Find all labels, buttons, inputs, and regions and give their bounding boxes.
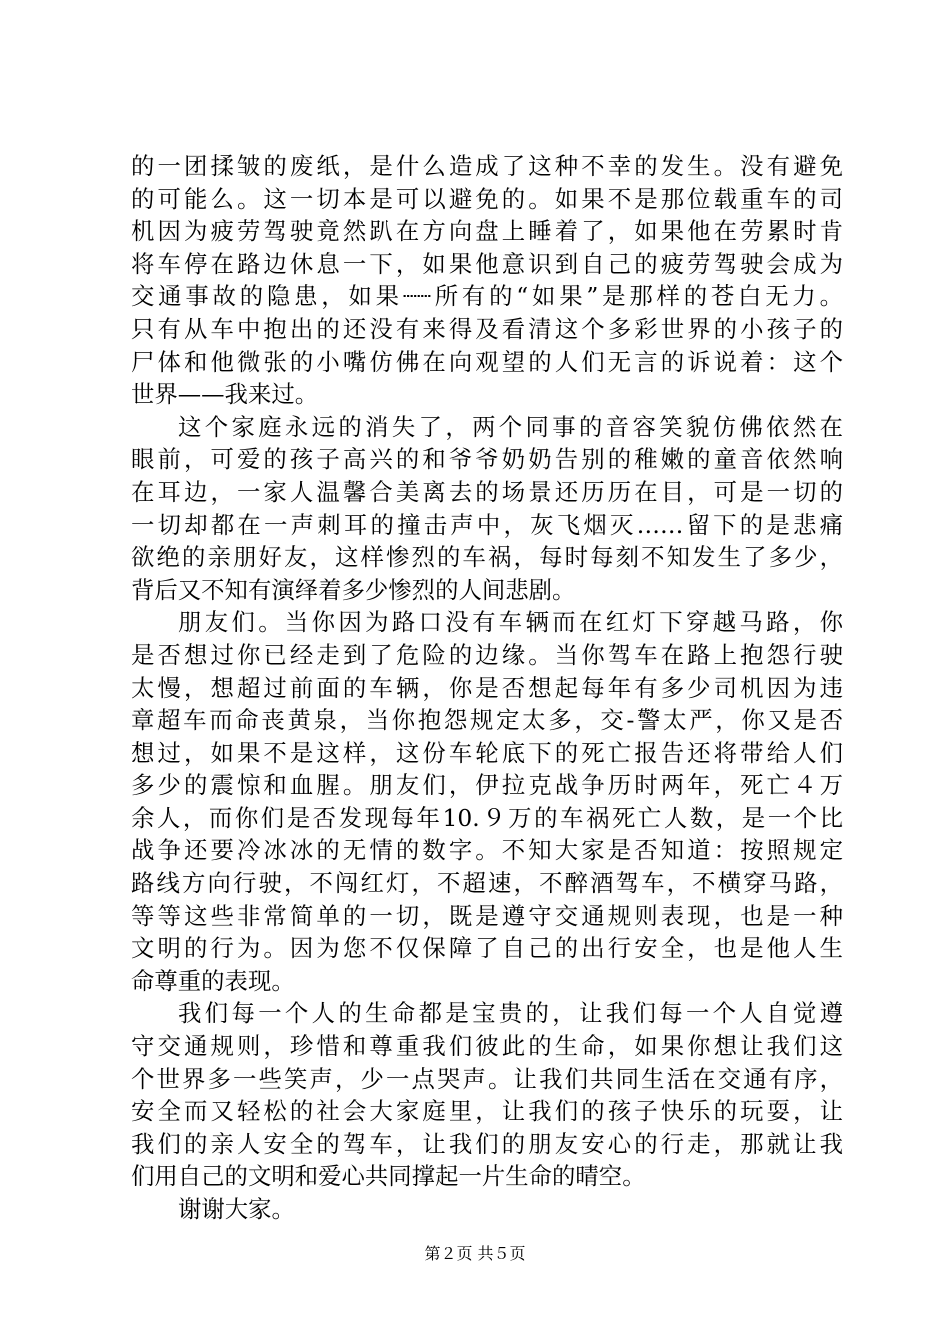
text-line: 们用自己的文明和爱心共同撑起一片生命的晴空。 — [131, 1162, 646, 1191]
text-line: 我们的亲人安全的驾车，让我们的朋友安心的行走，那就让我 — [131, 1129, 843, 1158]
text-line: 太慢，想超过前面的车辆，你是否想起每年有多少司机因为违 — [131, 673, 843, 702]
text-line: 在耳边，一家人温馨合美离去的场景还历历在目，可是一切的 — [131, 477, 843, 506]
text-line: 谢谢大家。 — [178, 1195, 295, 1223]
text-line: 我们每一个人的生命都是宝贵的，让我们每一个人自觉遵 — [178, 999, 843, 1028]
text-line: 多少的震惊和血腥。朋友们，伊拉克战争历时两年，死亡４万 — [131, 771, 843, 800]
text-line: 文明的行为。因为您不仅保障了自己的出行安全，也是他人生 — [131, 934, 843, 963]
text-line: 眼前，可爱的孩子高兴的和爷爷奶奶告别的稚嫩的童音依然响 — [131, 445, 843, 474]
text-line: 的可能么。这一切本是可以避免的。如果不是那位载重车的司 — [131, 184, 843, 213]
page-footer — [0, 1244, 950, 1264]
page-number-label: 第２页 共５页 — [424, 1244, 526, 1263]
text-line: 世界——我来过。 — [131, 380, 319, 409]
text-line: 朋友们。当你因为路口没有车辆而在红灯下穿越马路，你 — [178, 608, 843, 637]
text-line: 等等这些非常简单的一切，既是遵守交通规则表现，也是一种 — [131, 901, 843, 930]
text-line: 守交通规则，珍惜和尊重我们彼此的生命，如果你想让我们这 — [131, 1032, 843, 1061]
text-line: 章超车而命丧黄泉，当你抱怨规定太多，交-警太严，你又是否 — [131, 706, 843, 735]
text-line: 欲绝的亲朋好友，这样惨烈的车祸，每时每刻不知发生了多少， — [131, 543, 843, 572]
text-line: 一切却都在一声刺耳的撞击声中，灰飞烟灭……留下的是悲痛 — [131, 510, 843, 539]
text-line: 命尊重的表现。 — [131, 966, 295, 995]
text-line: 背后又不知有演绎着多少惨烈的人间悲剧。 — [131, 575, 576, 604]
text-line: 路线方向行驶，不闯红灯，不超速，不醉酒驾车，不横穿马路， — [131, 869, 843, 898]
text-line: 安全而又轻松的社会大家庭里，让我们的孩子快乐的玩耍，让 — [131, 1097, 843, 1126]
text-line: 的一团揉皱的废纸，是什么造成了这种不幸的发生。没有避免 — [131, 152, 843, 180]
text-line: 将车停在路边休息一下，如果他意识到自己的疲劳驾驶会成为 — [131, 249, 843, 278]
text-line: 是否想过你已经走到了危险的边缘。当你驾车在路上抱怨行驶 — [131, 640, 843, 669]
text-line: 想过，如果不是这样，这份车轮底下的死亡报告还将带给人们 — [131, 738, 843, 767]
document-body — [131, 150, 843, 1226]
text-line: 个世界多一些笑声，少一点哭声。让我们共同生活在交通有序， — [131, 1064, 843, 1093]
text-line: 尸体和他微张的小嘴仿佛在向观望的人们无言的诉说着：这个 — [131, 347, 843, 376]
text-line: 余人，而你们是否发现每年10.９万的车祸死亡人数，是一个比 — [131, 803, 843, 832]
text-line: 战争还要冷冰冰的无情的数字。不知大家是否知道：按照规定 — [131, 836, 843, 865]
text-line: 这个家庭永远的消失了，两个同事的音容笑貌仿佛依然在 — [178, 412, 843, 441]
text-line: 只有从车中抱出的还没有来得及看清这个多彩世界的小孩子的 — [131, 314, 843, 343]
text-line: 机因为疲劳驾驶竟然趴在方向盘上睡着了，如果他在劳累时肯 — [131, 217, 843, 246]
text-line: 交通事故的隐患，如果┈┈所有的“如果”是那样的苍白无力。 — [131, 282, 843, 311]
